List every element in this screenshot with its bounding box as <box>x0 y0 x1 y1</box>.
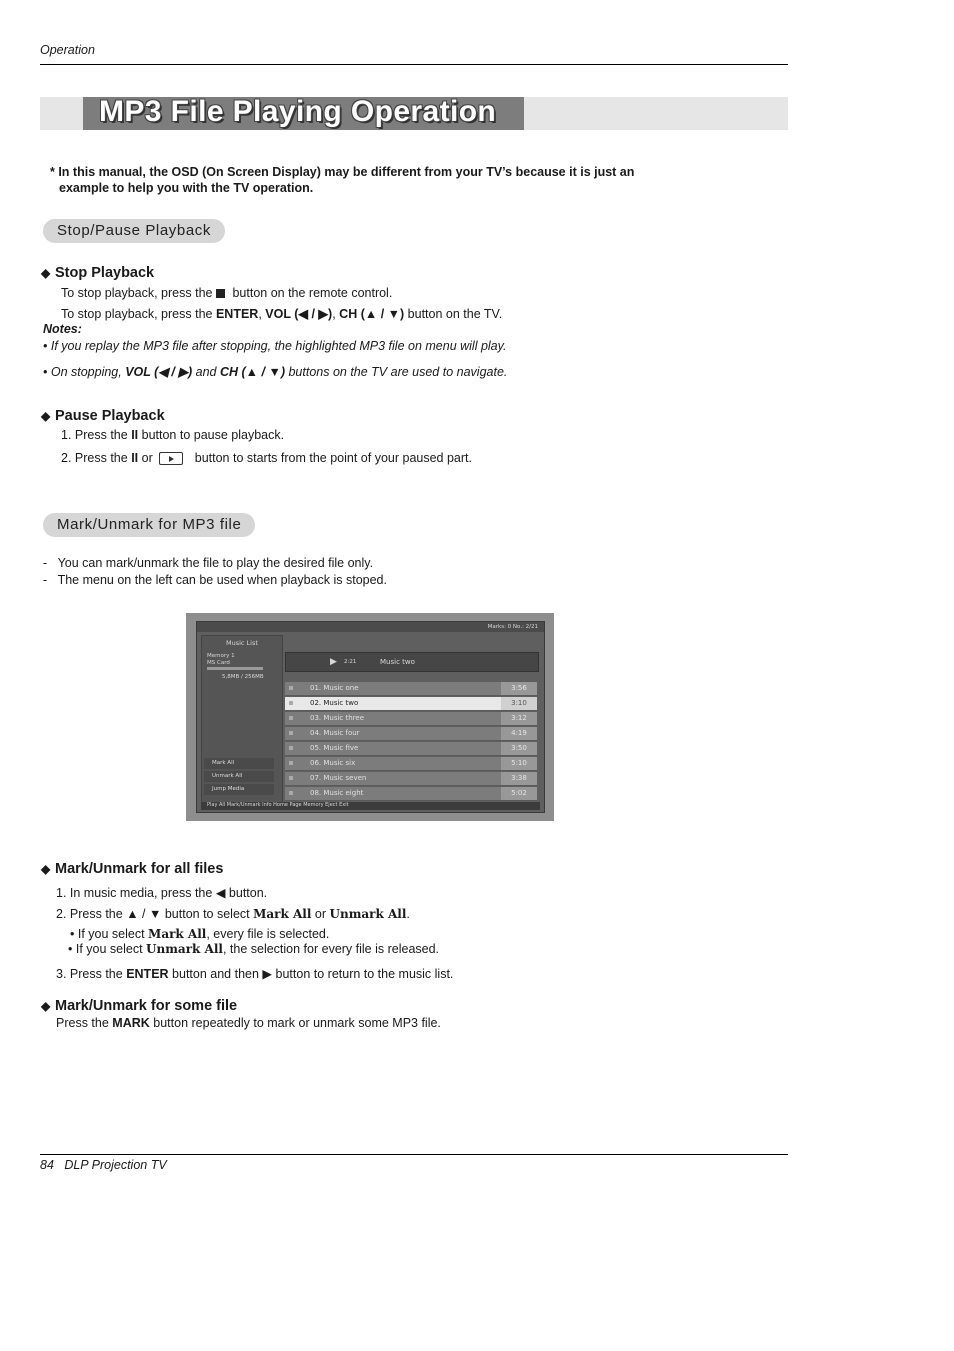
osd-footer-bar <box>201 802 540 810</box>
footer-rule <box>40 1154 788 1155</box>
track-row-selected[interactable]: 02. Music two 3:10 <box>285 697 537 711</box>
pause-step-1: 1. Press the II button to pause playback. <box>61 428 285 442</box>
note-1: • If you replay the MP3 file after stopping, the highlighted MP3 file on menu will play. <box>43 339 507 353</box>
page-title: MP3 File Playing Operation <box>99 95 497 128</box>
mark-some-line: Press the MARK button repeatedly to mark or unmark some MP3 file. <box>56 1016 441 1030</box>
disclaimer-line-1: * In this manual, the OSD (On Screen Display) may be different from your TV’s because it is just an <box>50 165 635 179</box>
osd-memory-bar <box>207 667 263 670</box>
stop-button-icon <box>216 289 225 298</box>
track-row[interactable]: 08. Music eight 5:02 <box>285 787 537 801</box>
osd-frame <box>196 621 545 813</box>
osd-side-info-2: MS Card <box>207 660 230 666</box>
track-row[interactable]: 04. Music four 4:19 <box>285 727 537 741</box>
osd-side-size: 5,8MB / 256MB <box>222 674 264 680</box>
diamond-bullet-icon: ◆ <box>41 409 51 423</box>
music-list-screenshot <box>186 613 554 821</box>
osd-side-info-1: Memory 1 <box>207 653 235 659</box>
osd-side-panel <box>201 635 283 807</box>
mark-dash-1: - You can mark/unmark the file to play the desired file only. <box>43 556 374 570</box>
osd-play-icon: ▶ <box>330 657 337 667</box>
header-rule <box>40 64 788 65</box>
track-row[interactable]: 06. Music six 5:10 <box>285 757 537 771</box>
diamond-bullet-icon: ◆ <box>41 862 51 876</box>
track-row[interactable]: 01. Music one 3:56 <box>285 682 537 696</box>
osd-side-title: Music List <box>226 639 258 647</box>
mark-dash-2: - The menu on the left can be used when playback is stoped. <box>43 573 387 587</box>
diamond-bullet-icon: ◆ <box>41 266 51 280</box>
running-header: Operation <box>40 43 95 57</box>
disclaimer-line-2: example to help you with the TV operation. <box>59 180 314 195</box>
osd-footer-hints: Play All Mark/Unmark Info Home Page Memory Eject Exit <box>207 802 349 808</box>
osd-now-playing-bar <box>285 652 539 672</box>
osd-main-panel <box>285 635 540 805</box>
osd-jump-media-button[interactable]: Jump Media <box>204 784 274 795</box>
play-button-icon <box>159 452 183 465</box>
osd-unmark-all-button[interactable]: Unmark All <box>204 771 274 782</box>
pause-playback-heading: ◆ Pause Playback <box>41 408 165 424</box>
track-row[interactable]: 05. Music five 3:50 <box>285 742 537 756</box>
osd-topbar <box>197 622 544 632</box>
osd-marks-counter: Marks: 0 No.: 2/21 <box>487 624 538 630</box>
osd-now-playing-title: Music two <box>380 658 415 666</box>
track-row[interactable]: 03. Music three 3:12 <box>285 712 537 726</box>
osd-mark-all-button[interactable]: Mark All <box>204 758 274 769</box>
stop-line-1: To stop playback, press the button on the remote control. <box>61 286 393 300</box>
stop-line-2: To stop playback, press the ENTER, VOL (◀ / ▶), CH (▲ / ▼) button on the TV. <box>61 307 503 321</box>
page-number: 84 <box>40 1158 54 1172</box>
mark-step-1: 1. In music media, press the ◀ button. <box>56 886 268 900</box>
osd-disclaimer <box>50 165 650 196</box>
section-pill-mark-unmark: Mark/Unmark for MP3 file <box>43 513 255 537</box>
notes-label: Notes: <box>43 322 82 336</box>
diamond-bullet-icon: ◆ <box>41 999 51 1013</box>
track-row[interactable]: 07. Music seven 3:38 <box>285 772 537 786</box>
mark-step-3: 3. Press the ENTER button and then ▶ button to return to the music list. <box>56 967 454 981</box>
note-2: • On stopping, VOL (◀ / ▶) and CH (▲ / ▼) buttons on the TV are used to navigate. <box>43 365 508 379</box>
mark-bullet-2: • If you select Unmark All, the selection for every file is released. <box>68 942 440 956</box>
page-footer <box>40 1158 167 1172</box>
stop-playback-heading: ◆ Stop Playback <box>41 265 155 281</box>
osd-play-time: 2:21 <box>344 659 357 665</box>
mark-all-heading: ◆ Mark/Unmark for all files <box>41 861 224 877</box>
mark-bullet-1: • If you select Mark All, every file is selected. <box>70 927 330 941</box>
section-pill-stop-pause: Stop/Pause Playback <box>43 219 225 243</box>
product-name: DLP Projection TV <box>64 1158 167 1172</box>
mark-some-heading: ◆ Mark/Unmark for some file <box>41 998 238 1014</box>
pause-step-2: 2. Press the II or button to starts from the point of your paused part. <box>61 451 472 465</box>
mark-step-2: 2. Press the ▲ / ▼ button to select Mark All or Unmark All. <box>56 907 410 921</box>
